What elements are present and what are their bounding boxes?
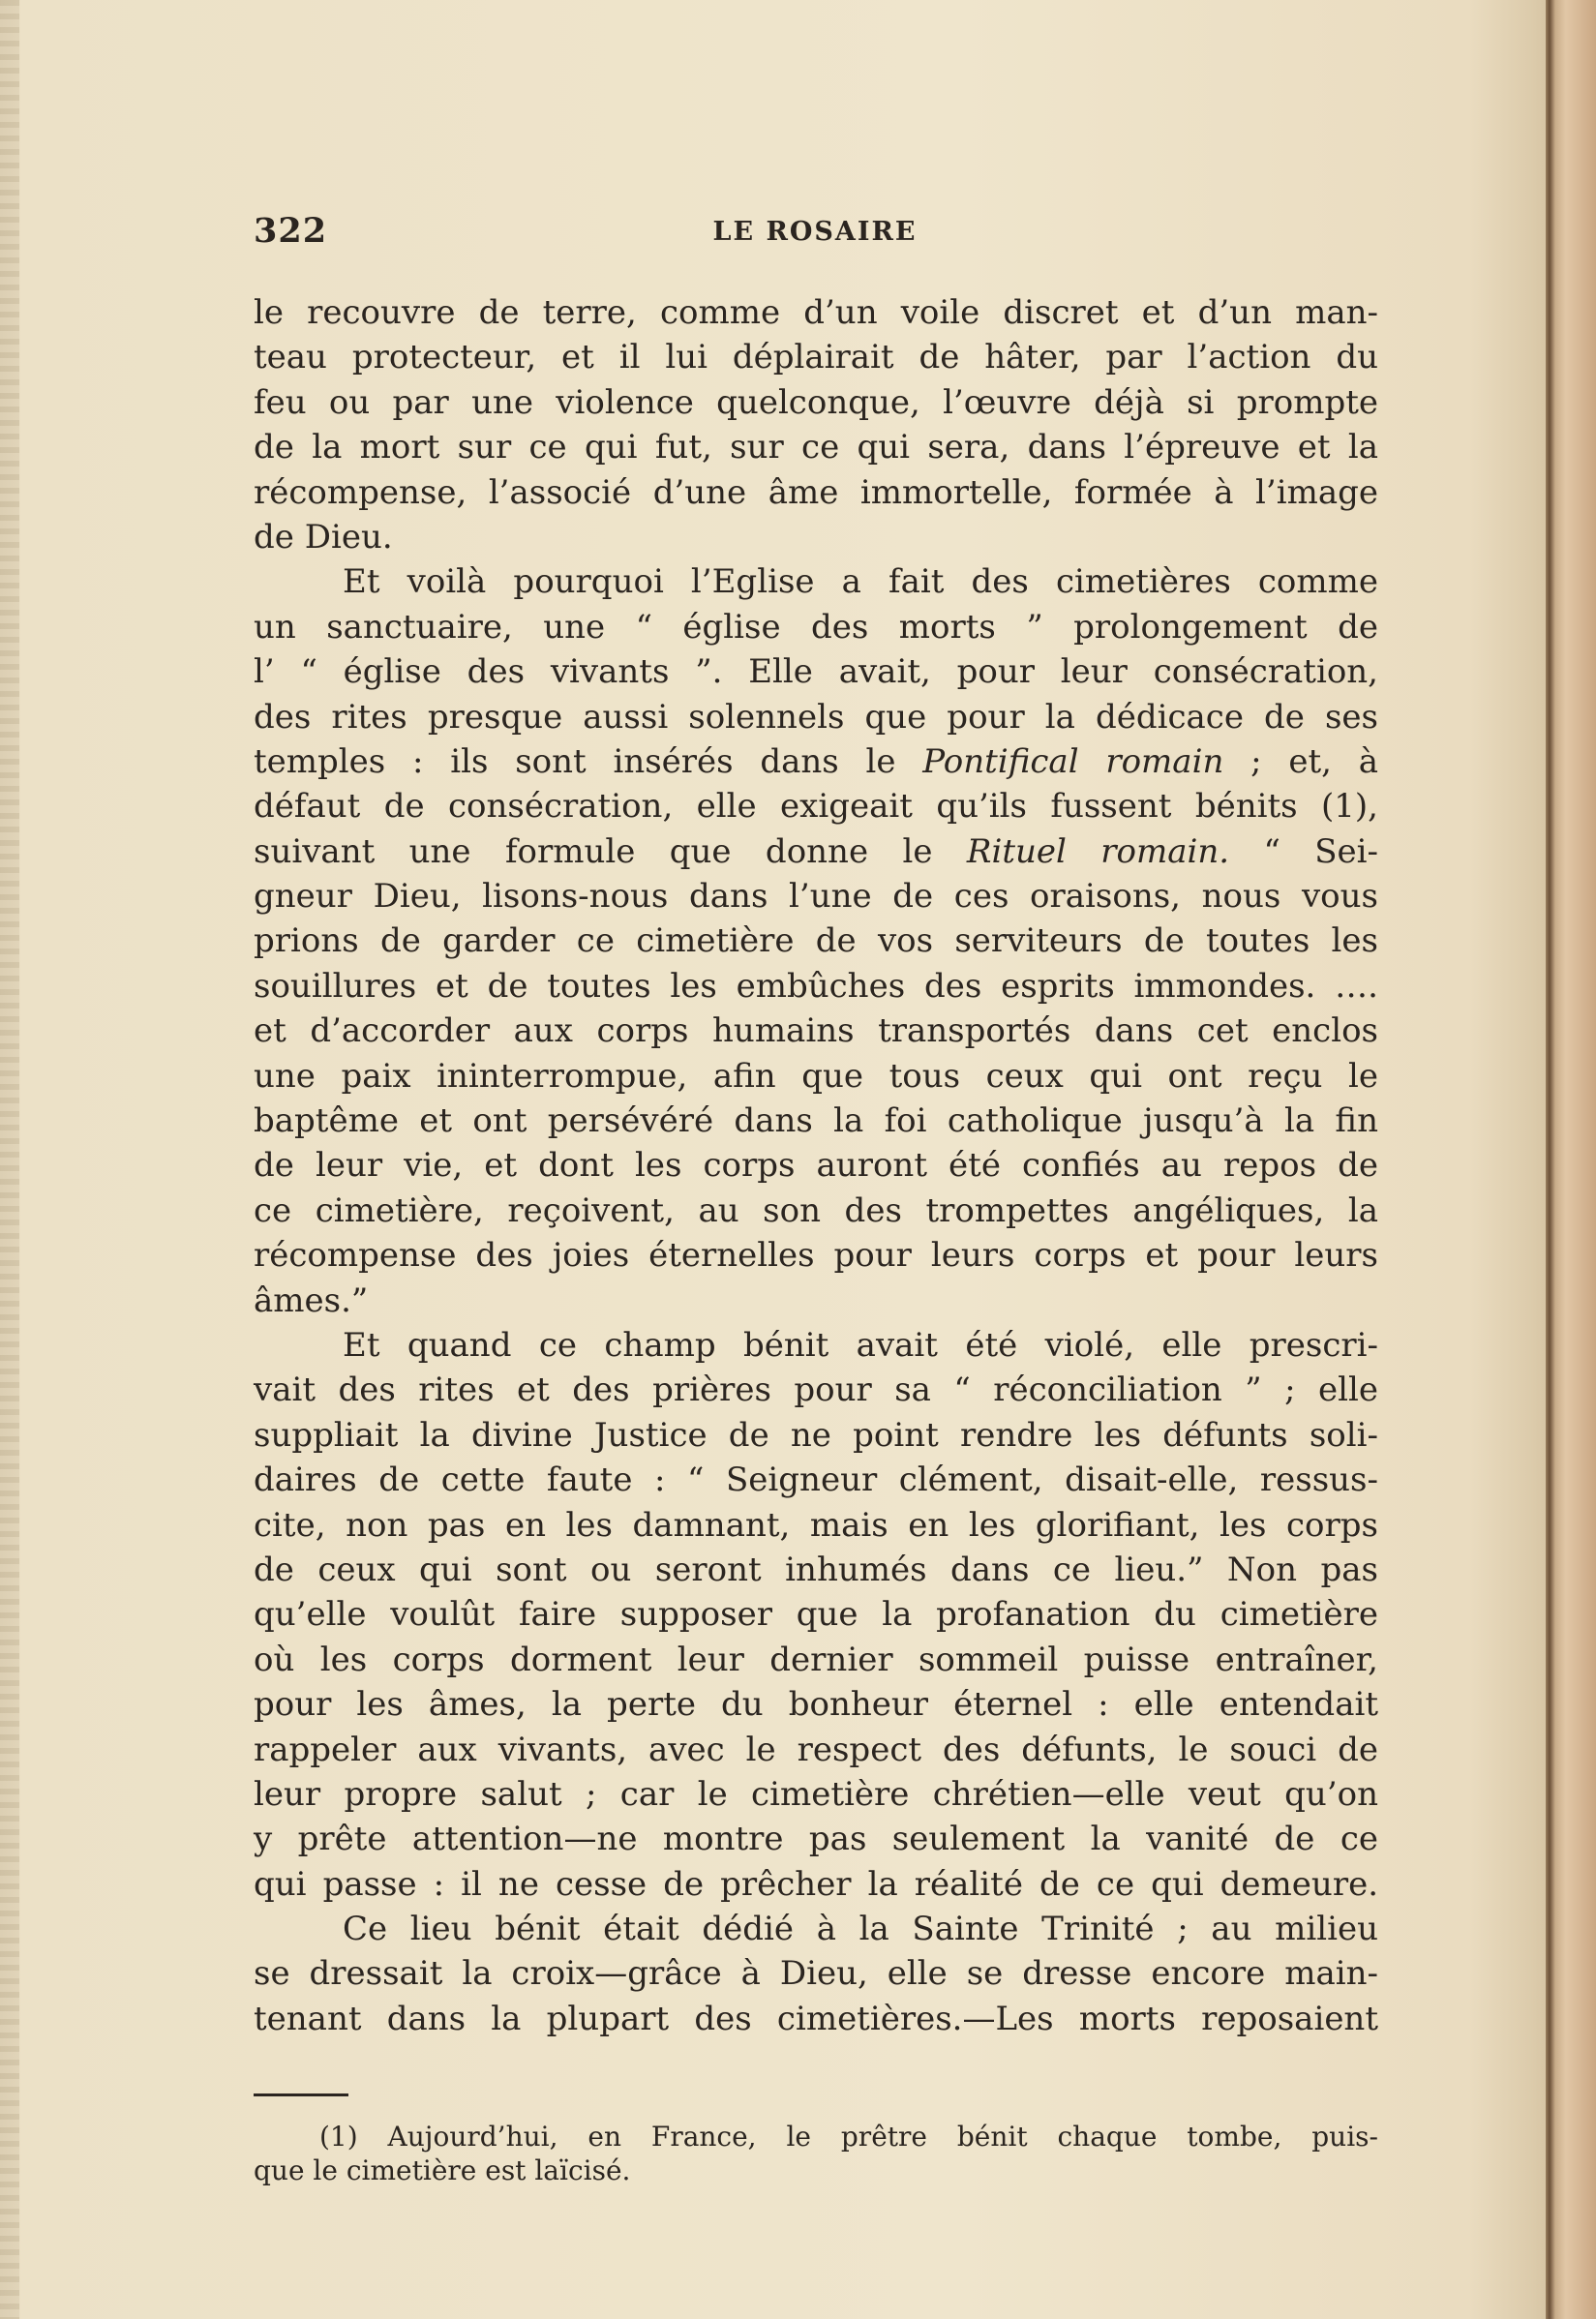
- text-line: feu ou par une violence quelconque, l’œuvre déjà si prompte: [254, 382, 1378, 422]
- footnote-divider: [254, 2093, 348, 2096]
- text-line: leur propre salut ; car le cimetière chrétien—elle veut qu’on: [254, 1774, 1378, 1814]
- italic-term: Rituel romain.: [966, 831, 1230, 871]
- text-line: défaut de consécration, elle exigeait qu’ils fussent bénits (1),: [254, 787, 1378, 827]
- text-line: se dressait la croix—grâce à Dieu, elle se dresse encore main-: [254, 1954, 1378, 1994]
- page-number: 322: [254, 211, 328, 251]
- text-line: qui passe : il ne cesse de prêcher la réalité de ce qui demeure.: [254, 1864, 1378, 1904]
- text-fragment: temples : ils sont insérés dans le: [254, 741, 923, 781]
- text-line: une paix ininterrompue, afin que tous ceux qui ont reçu le: [254, 1056, 1378, 1096]
- text-line: rappeler aux vivants, avec le respect des défunts, le souci de: [254, 1730, 1378, 1769]
- text-line: prions de garder ce cimetière de vos serviteurs de toutes les: [254, 921, 1378, 961]
- text-line: un sanctuaire, une “ église des morts ” prolongement de: [254, 607, 1378, 647]
- text-line: gneur Dieu, lisons-nous dans l’une de ces oraisons, nous vous: [254, 877, 1378, 917]
- paragraph-start-line: Ce lieu bénit était dédié à la Sainte Trinité ; au milieu: [343, 1910, 1378, 1949]
- body-text: [254, 290, 1378, 2041]
- text-line: de ceux qui sont ou seront inhumés dans ce lieu.” Non pas: [254, 1550, 1378, 1589]
- text-line: suppliait la divine Justice de ne point rendre les défunts soli-: [254, 1415, 1378, 1455]
- footnote-line: que le cimetière est laïcisé.: [254, 2154, 631, 2186]
- text-line: où les corps dorment leur dernier sommeil puisse entraîner,: [254, 1640, 1378, 1679]
- text-line: pour les âmes, la perte du bonheur éternel : elle entendait: [254, 1685, 1378, 1725]
- text-line: souillures et de toutes les embûches des esprits immondes. ….: [254, 966, 1378, 1006]
- italic-term: Pontifical romain: [922, 741, 1224, 781]
- text-line: ce cimetière, reçoivent, au son des trompettes angéliques, la: [254, 1190, 1378, 1230]
- text-line: des rites presque aussi solennels que pour la dédicace de ses: [254, 697, 1378, 737]
- text-line: baptême et ont persévéré dans la foi catholique jusqu’à la fin: [254, 1101, 1378, 1141]
- text-line: âmes.”: [254, 1280, 369, 1320]
- text-line: de leur vie, et dont les corps auront été confiés au repos de: [254, 1146, 1378, 1186]
- text-fragment: “ Sei-: [1229, 831, 1378, 871]
- text-line: vait des rites et des prières pour sa “ réconciliation ” ; elle: [254, 1370, 1378, 1410]
- page-header: [254, 211, 1376, 259]
- text-line: récompense, l’associé d’une âme immortelle, formée à l’image: [254, 472, 1378, 512]
- page-right-edge: [1546, 0, 1596, 2319]
- text-line-with-italic: [254, 829, 1378, 874]
- running-head: LE ROSAIRE: [712, 217, 918, 247]
- text-line: le recouvre de terre, comme d’un voile discret et d’un man-: [254, 293, 1378, 332]
- text-fragment: suivant une formule que donne le: [254, 831, 967, 871]
- text-line: teau protecteur, et il lui déplairait de hâter, par l’action du: [254, 338, 1378, 377]
- footnote-line: (1) Aujourd’hui, en France, le prêtre bénit chaque tombe, puis-: [319, 2121, 1378, 2153]
- text-line: tenant dans la plupart des cimetières.—Les morts reposaient: [254, 1999, 1378, 2038]
- text-line: récompense des joies éternelles pour leurs corps et pour leurs: [254, 1236, 1378, 1276]
- text-line: qu’elle voulût faire supposer que la profanation du cimetière: [254, 1595, 1378, 1635]
- paragraph-start-line: Et quand ce champ bénit avait été violé, elle prescri-: [343, 1325, 1378, 1365]
- text-line: y prête attention—ne montre pas seulement la vanité de ce: [254, 1820, 1378, 1859]
- footnote: [254, 2120, 1378, 2187]
- text-line: cite, non pas en les damnant, mais en les glorifiant, les corps: [254, 1505, 1378, 1545]
- page-left-edge: [0, 0, 19, 2319]
- text-line: et d’accorder aux corps humains transportés dans cet enclos: [254, 1011, 1378, 1051]
- text-fragment: ; et, à: [1223, 741, 1378, 781]
- text-line-with-italic: [254, 739, 1378, 784]
- text-line: daires de cette faute : “ Seigneur clément, disait-elle, ressus-: [254, 1461, 1378, 1500]
- paragraph-start-line: Et voilà pourquoi l’Eglise a fait des cimetières comme: [343, 562, 1378, 602]
- text-line: l’ “ église des vivants ”. Elle avait, pour leur consécration,: [254, 652, 1378, 692]
- text-line: de la mort sur ce qui fut, sur ce qui sera, dans l’épreuve et la: [254, 428, 1378, 467]
- text-line: de Dieu.: [254, 517, 393, 557]
